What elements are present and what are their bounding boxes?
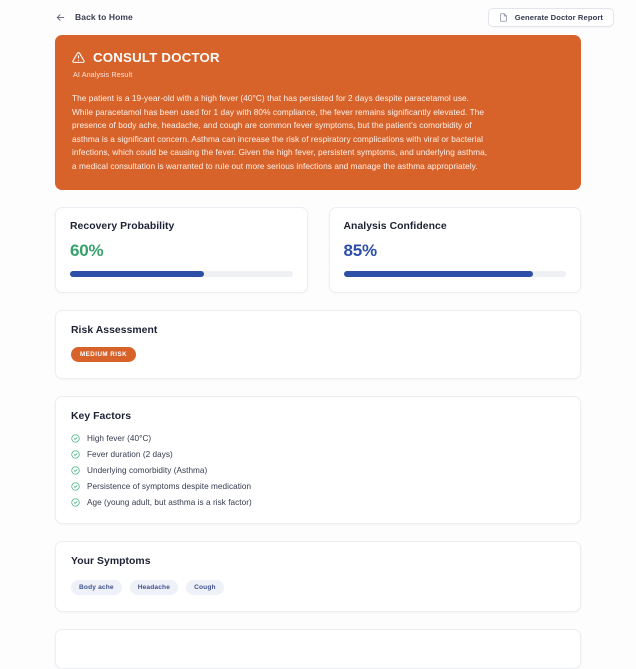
key-factor-label: Fever duration (2 days) bbox=[87, 449, 173, 459]
progress-bar-track bbox=[70, 271, 293, 277]
consult-doctor-alert bbox=[55, 35, 581, 190]
symptom-chip: Body ache bbox=[71, 580, 122, 595]
page-content bbox=[0, 35, 636, 669]
key-factor-item bbox=[71, 482, 565, 491]
alert-body-text: The patient is a 19-year-old with a high fever (40°C) that has persisted for 2 days despite paracetamol use. While paracetamol has been used for 1 day with 80% compliance, the fever remains significantly elevated. The presence of body ache, headache, and cough are common fever symptoms, but the patient's comorbidity of asthma is a significant concern. Asthma can increase the risk of respiratory complications with viral or bacterial infections, which could be causing the fever. Given the high fever, persistent symptoms, and underlying asthma, a medical consultation is warranted to rule out more serious infections and manage the asthma appropriately. bbox=[72, 93, 488, 171]
key-factors-list bbox=[71, 434, 565, 507]
key-factor-item bbox=[71, 450, 565, 459]
next-section-card bbox=[55, 629, 581, 669]
check-circle-icon bbox=[71, 498, 80, 507]
metric-label: Analysis Confidence bbox=[343, 221, 447, 233]
key-factor-item bbox=[71, 466, 565, 475]
check-circle-icon bbox=[71, 450, 80, 459]
your-symptoms-title: Your Symptoms bbox=[71, 555, 151, 567]
arrow-left-icon bbox=[55, 12, 66, 23]
metric-card-analysis-confidence bbox=[329, 207, 582, 293]
alert-title: CONSULT DOCTOR bbox=[93, 50, 220, 65]
key-factors-card bbox=[55, 396, 581, 524]
metric-label: Recovery Probability bbox=[70, 221, 175, 233]
symptom-chip-list bbox=[71, 580, 565, 595]
back-to-home-link[interactable] bbox=[55, 12, 133, 23]
metric-card-recovery-probability bbox=[55, 207, 308, 293]
metric-value: 85% bbox=[343, 241, 377, 261]
risk-assessment-card bbox=[55, 310, 581, 379]
metric-value: 60% bbox=[70, 241, 104, 261]
key-factor-label: Age (young adult, but asthma is a risk factor) bbox=[87, 497, 252, 507]
top-bar bbox=[0, 4, 636, 30]
back-to-home-label: Back to Home bbox=[75, 12, 133, 22]
risk-assessment-title: Risk Assessment bbox=[71, 324, 158, 336]
your-symptoms-card bbox=[55, 541, 581, 612]
progress-bar-fill bbox=[344, 271, 533, 277]
generate-doctor-report-button[interactable] bbox=[488, 8, 614, 27]
progress-bar-track bbox=[344, 271, 567, 277]
symptom-chip: Headache bbox=[130, 580, 178, 595]
alert-header bbox=[72, 50, 564, 65]
metrics-row bbox=[55, 207, 581, 293]
risk-status-badge: MEDIUM RISK bbox=[71, 347, 136, 362]
check-circle-icon bbox=[71, 434, 80, 443]
document-icon bbox=[499, 13, 508, 22]
progress-bar-fill bbox=[70, 271, 204, 277]
key-factors-title: Key Factors bbox=[71, 410, 132, 422]
key-factor-label: Persistence of symptoms despite medication bbox=[87, 481, 252, 491]
alert-subtitle: AI Analysis Result bbox=[73, 70, 133, 79]
symptom-chip: Cough bbox=[186, 580, 224, 595]
check-circle-icon bbox=[71, 482, 80, 491]
key-factor-label: Underlying comorbidity (Asthma) bbox=[87, 465, 208, 475]
generate-doctor-report-label: Generate Doctor Report bbox=[514, 12, 603, 22]
key-factor-label: High fever (40°C) bbox=[87, 433, 152, 443]
key-factor-item bbox=[71, 498, 565, 507]
warning-triangle-icon bbox=[72, 51, 85, 64]
key-factor-item bbox=[71, 434, 565, 443]
check-circle-icon bbox=[71, 466, 80, 475]
